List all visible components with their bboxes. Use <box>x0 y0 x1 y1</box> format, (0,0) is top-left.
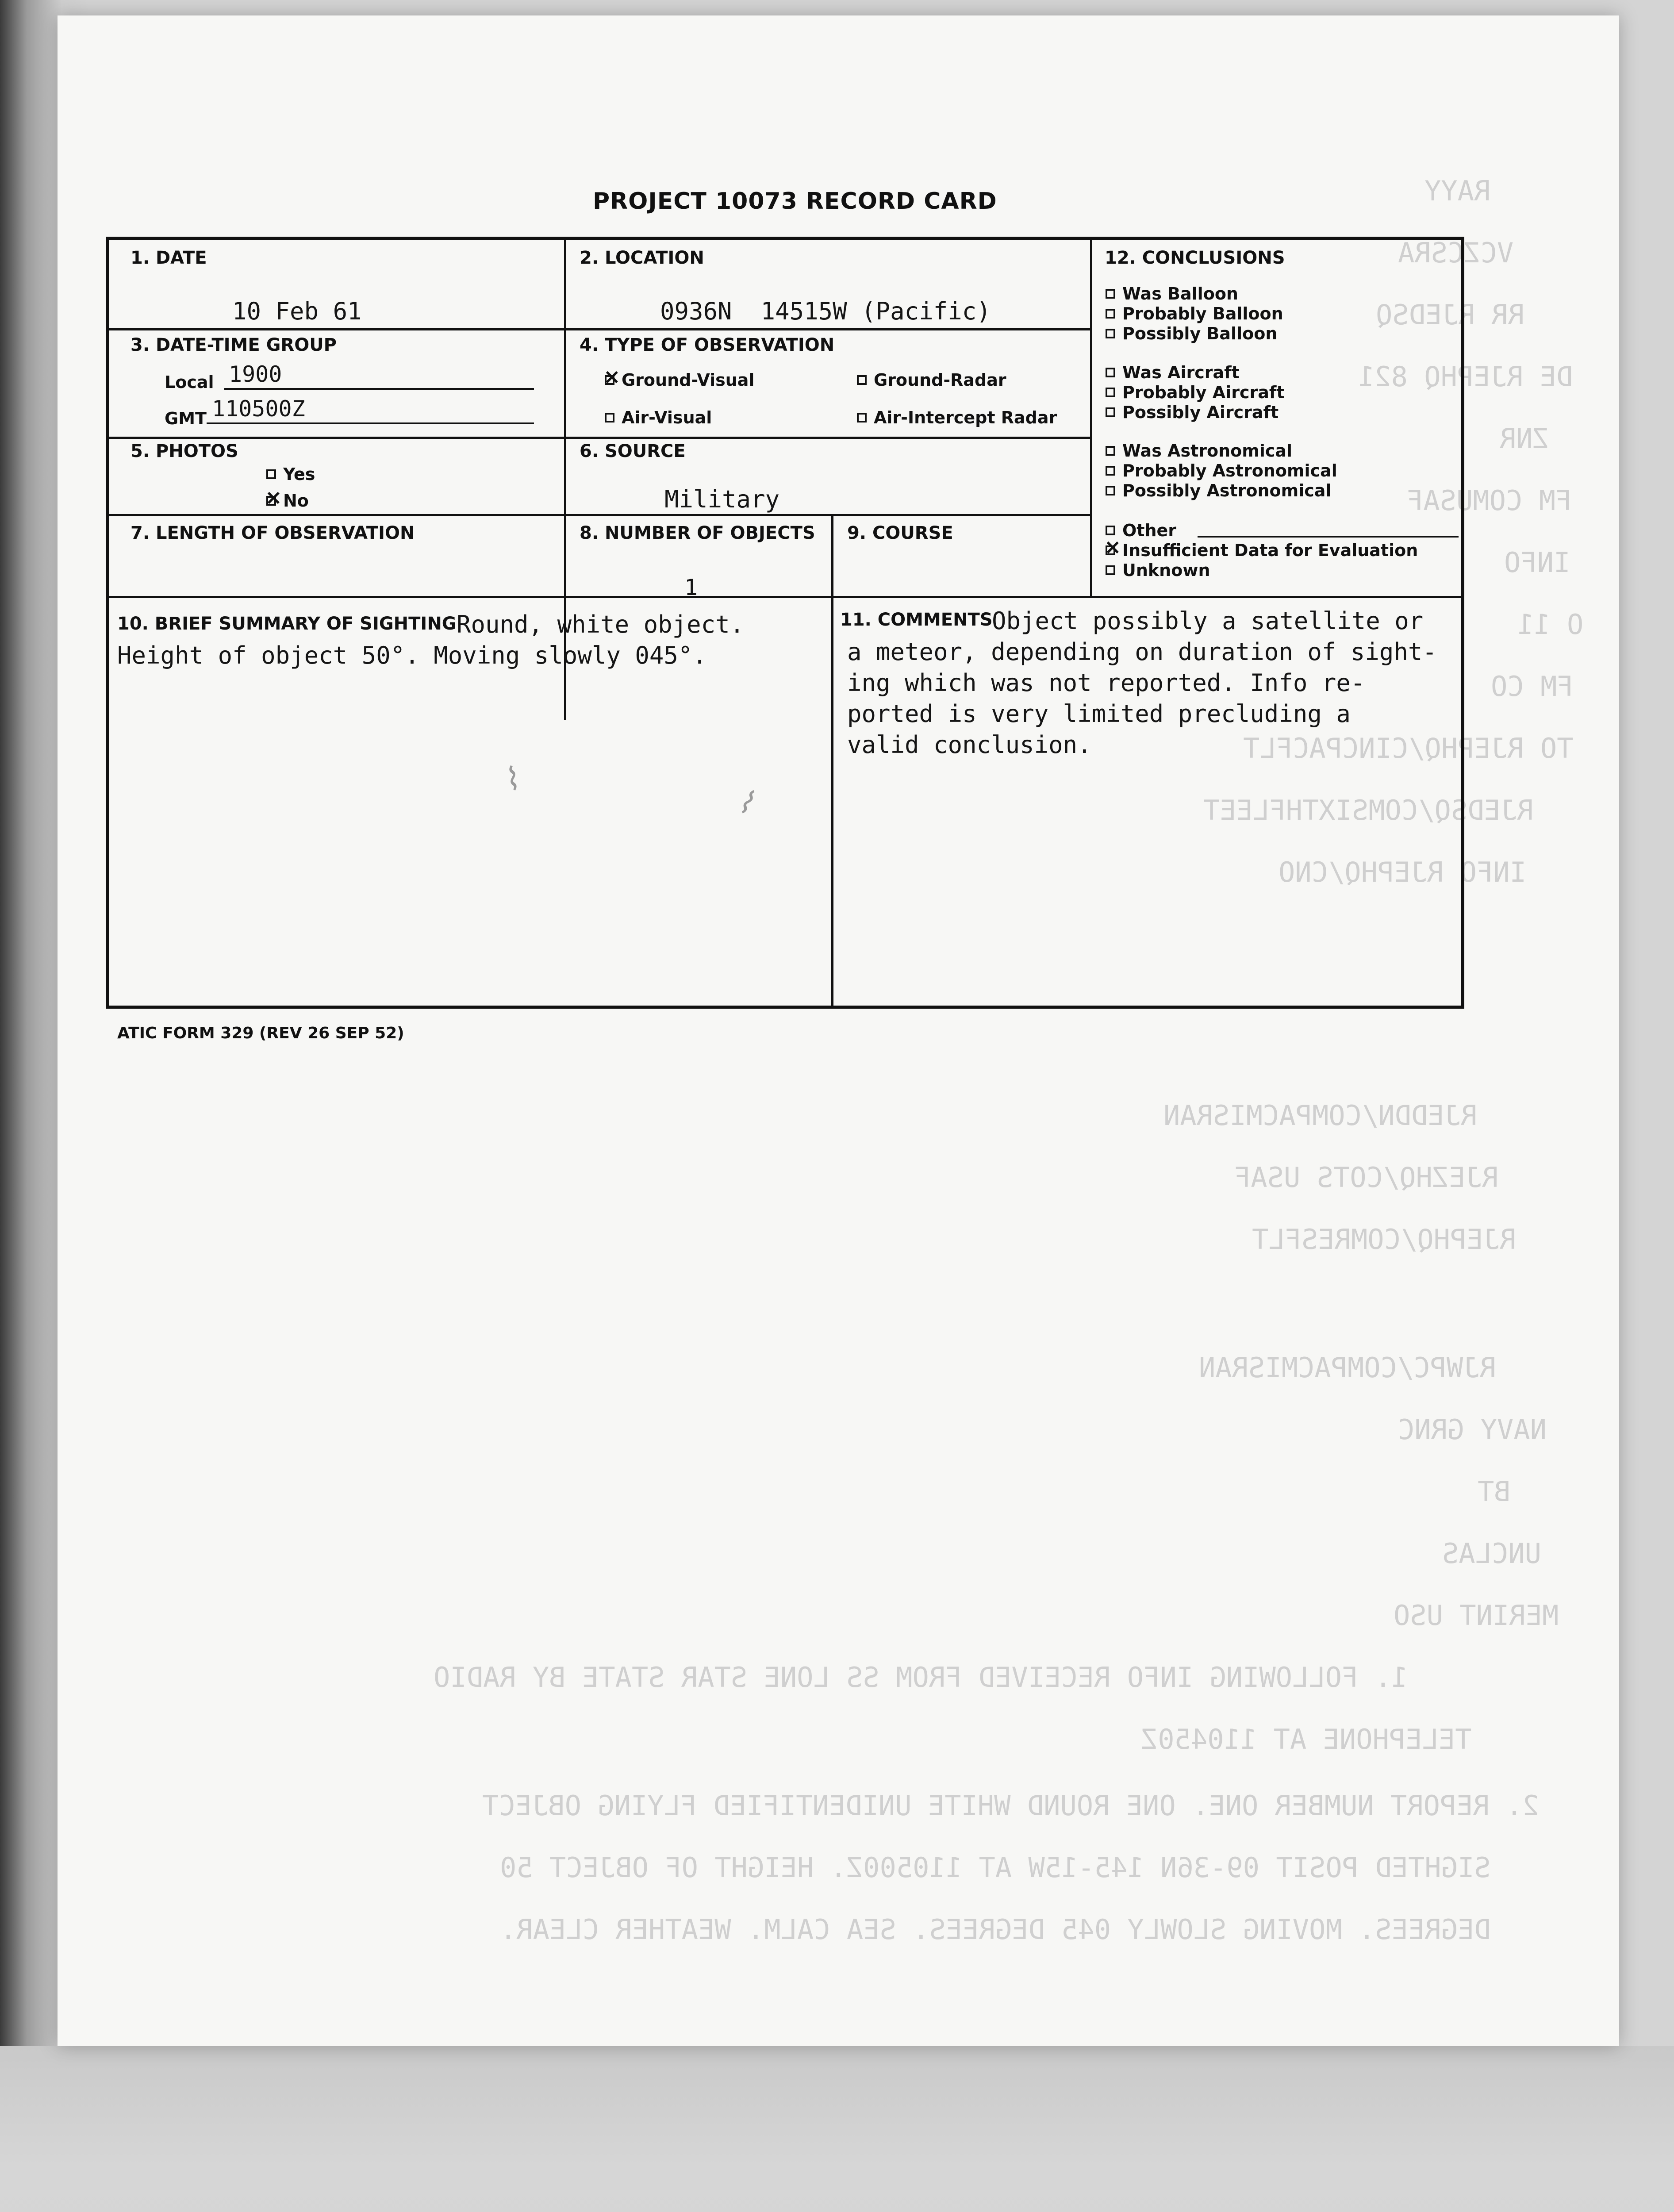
gmt-value: 110500Z <box>212 396 305 422</box>
comments-line: ported is very limited precluding a <box>847 700 1351 728</box>
bleed-line: MERINT USO <box>1394 1599 1559 1632</box>
form-id: ATIC FORM 329 (REV 26 SEP 52) <box>117 1024 404 1042</box>
scan-bottom-area <box>0 2046 1674 2212</box>
comments-line: Object possibly a satellite or <box>992 607 1424 635</box>
obs-air-visual[interactable]: Air-Visual <box>605 408 712 427</box>
conclusion-unknown[interactable]: Unknown <box>1106 561 1210 580</box>
num-objects-label: 8. NUMBER OF OBJECTS <box>580 523 815 543</box>
obs-ground-radar[interactable]: Ground-Radar <box>857 370 1006 390</box>
bleed-line: RAYY <box>1424 175 1491 207</box>
conclusion-probably-astronomical[interactable]: Probably Astronomical <box>1106 461 1337 480</box>
conclusion-possibly-balloon[interactable]: Possibly Balloon <box>1106 324 1277 343</box>
bleed-line: DE RJEPHQ 821 <box>1358 361 1573 393</box>
conclusion-was-astronomical[interactable]: Was Astronomical <box>1106 441 1292 461</box>
course-label: 9. COURSE <box>847 523 953 543</box>
photos-label: 5. PHOTOS <box>131 441 238 461</box>
conclusion-probably-aircraft[interactable]: Probably Aircraft <box>1106 383 1285 402</box>
bleed-line: TELEPHONE AT 110450Z <box>1141 1723 1472 1755</box>
length-label: 7. LENGTH OF OBSERVATION <box>131 523 415 543</box>
bleed-line: RR RJEDSQ <box>1376 299 1524 331</box>
record-card <box>106 237 1464 1009</box>
date-value: 10 Feb 61 <box>232 297 362 325</box>
pencil-scribble: ⌇ <box>733 782 757 822</box>
bleed-line: INFO RJEPHQ/CNO <box>1279 856 1526 888</box>
bleed-line: FM CO <box>1491 670 1574 703</box>
comments-line: a meteor, depending on duration of sight- <box>847 638 1437 666</box>
bleed-line: RJEDSQ/COMSIXTHFLEET <box>1203 794 1534 826</box>
bleed-line: TO RJEPHQ/CINCPACFLT <box>1243 732 1574 764</box>
bleed-line: DEGREES. MOVING SLOWLY 045 DEGREES. SEA CALM. WEATHER CLEAR. <box>500 1913 1491 1946</box>
obs-air-intercept-radar[interactable]: Air-Intercept Radar <box>857 408 1057 427</box>
bleed-line: 1. FOLLOWING INFO RECEIVED FROM SS LONE STAR STATE BY RADIO <box>434 1661 1408 1694</box>
conclusion-other[interactable]: Other <box>1106 521 1176 540</box>
bleed-line: RJWPC/COMPACMISRAN <box>1199 1352 1496 1384</box>
num-objects-value: 1 <box>684 575 698 600</box>
bleed-line: O 11 <box>1517 608 1584 641</box>
source-value: Military <box>664 485 780 513</box>
photos-yes[interactable]: Yes <box>266 465 315 484</box>
conclusion-was-aircraft[interactable]: Was Aircraft <box>1106 363 1240 382</box>
pencil-scribble: ⌇ <box>497 760 524 800</box>
date-label: 1. DATE <box>131 248 207 268</box>
conclusions-label: 12. CONCLUSIONS <box>1105 248 1285 268</box>
conclusion-insufficient-data[interactable]: ×Insufficient Data for Evaluation <box>1106 541 1418 560</box>
location-value: 0936N 14515W (Pacific) <box>660 297 991 325</box>
card-title: PROJECT 10073 RECORD CARD <box>593 188 997 215</box>
bleed-line: UNCLAS <box>1442 1537 1541 1570</box>
conclusion-possibly-aircraft[interactable]: Possibly Aircraft <box>1106 403 1279 422</box>
obs-type-label: 4. TYPE OF OBSERVATION <box>580 335 835 355</box>
summary-line: Round, white object. <box>457 611 745 638</box>
summary-line: Height of object 50°. Moving slowly 045°. <box>117 641 707 669</box>
bleed-line: VCZCSRA <box>1398 237 1514 269</box>
conclusion-possibly-astronomical[interactable]: Possibly Astronomical <box>1106 481 1331 500</box>
conclusion-probably-balloon[interactable]: Probably Balloon <box>1106 304 1283 323</box>
location-label: 2. LOCATION <box>580 248 704 268</box>
local-label: Local <box>165 373 214 392</box>
bleed-line: RJEZHQ/COTS USAF <box>1234 1161 1499 1194</box>
comments-label: 11. COMMENTS <box>840 610 993 630</box>
bleed-line: ZNR <box>1500 422 1549 455</box>
bleed-line: BT <box>1478 1475 1511 1508</box>
bleed-line: NAVY GRNC <box>1398 1413 1547 1446</box>
bleed-line: RJEPHQ/COMRESFLT <box>1252 1223 1517 1256</box>
comments-line: valid conclusion. <box>847 731 1092 759</box>
bleed-line: INFO <box>1504 546 1570 579</box>
local-value: 1900 <box>229 361 282 387</box>
bleed-line: FM COMUSAF <box>1407 484 1572 517</box>
dtg-label: 3. DATE-TIME GROUP <box>131 335 337 355</box>
bleed-line: RJEDDN/COMPACMISRAN <box>1163 1099 1478 1132</box>
bleed-line: SIGHTED POSIT 09-36N 145-15W AT 110500Z. HEIGHT OF OBJECT 50 <box>500 1851 1491 1884</box>
source-label: 6. SOURCE <box>580 441 686 461</box>
summary-label: 10. BRIEF SUMMARY OF SIGHTING <box>117 614 457 634</box>
gmt-label: GMT <box>165 409 207 428</box>
obs-ground-visual[interactable]: ×Ground-Visual <box>605 370 754 390</box>
comments-line: ing which was not reported. Info re- <box>847 669 1365 697</box>
bleed-line: 2. REPORT NUMBER ONE. ONE ROUND WHITE UNIDENTIFIED FLYING OBJECT <box>482 1790 1539 1822</box>
conclusion-was-balloon[interactable]: Was Balloon <box>1106 284 1238 303</box>
photos-no[interactable]: ×No <box>266 491 309 511</box>
